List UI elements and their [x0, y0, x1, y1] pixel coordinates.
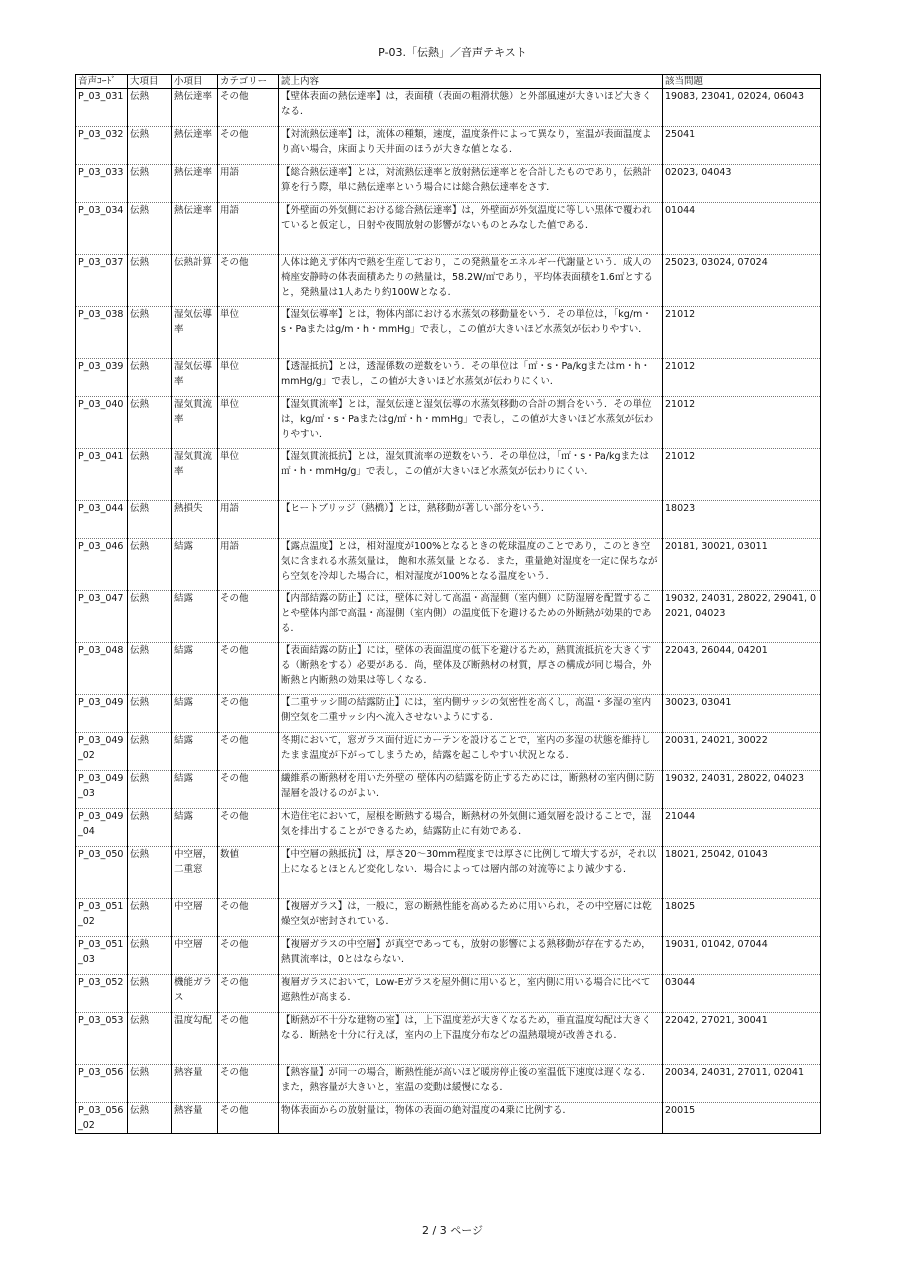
- code-cell: P_03_052: [76, 975, 128, 1013]
- category-cell: その他: [218, 899, 279, 937]
- page-number: 2 / 3 ページ: [422, 1224, 483, 1237]
- content-cell: 【透湿抵抗】とは，透湿係数の逆数をいう．その単位は「㎡・s・Pa/kgまたはm・h・mmHg/g」で表し，この値が大きいほど水蒸気が伝わりにくい．: [279, 359, 663, 397]
- code-cell: P_03_049_02: [76, 733, 128, 771]
- major-cell: 伝熱: [128, 1065, 172, 1103]
- minor-cell: 熱損失: [172, 501, 218, 539]
- content-cell: 複層ガラスにおいて，Low-Eガラスを屋外側に用いると，室内側に用いる場合に比べて遮熱性が高まる．: [279, 975, 663, 1013]
- table-row: [76, 89, 821, 127]
- minor-cell: 結露: [172, 771, 218, 809]
- table-row: [76, 733, 821, 771]
- major-cell: 伝熱: [128, 127, 172, 165]
- content-cell: 木造住宅において，屋根を断熱する場合，断熱材の外気側に通気層を設けることで，湿気を排出することができるため，結露防止に有効である．: [279, 809, 663, 847]
- table-row: [76, 643, 821, 695]
- minor-cell: 湿気伝導率: [172, 359, 218, 397]
- code-cell: P_03_033: [76, 165, 128, 203]
- major-cell: 伝熱: [128, 899, 172, 937]
- category-cell: その他: [218, 937, 279, 975]
- code-cell: P_03_031: [76, 89, 128, 127]
- content-cell: 繊維系の断熱材を用いた外壁の 壁体内の結露を防止するためには，断熱材の室内側に防湿層を設けるのがよい．: [279, 771, 663, 809]
- content-cell: 【対流熱伝達率】は，流体の種類，速度，温度条件によって異なり，室温が表面温度より高い場合，床面より天井面のほうが大きな値となる．: [279, 127, 663, 165]
- category-cell: その他: [218, 255, 279, 307]
- major-cell: 伝熱: [128, 591, 172, 643]
- code-cell: P_03_051_03: [76, 937, 128, 975]
- code-cell: P_03_046: [76, 539, 128, 591]
- category-cell: 用語: [218, 165, 279, 203]
- code-cell: P_03_053: [76, 1013, 128, 1065]
- minor-cell: 温度勾配: [172, 1013, 218, 1065]
- minor-cell: 熱伝達率: [172, 89, 218, 127]
- table-row: [76, 307, 821, 359]
- code-cell: P_03_049_04: [76, 809, 128, 847]
- content-cell: 物体表面からの放射量は，物体の表面の絶対温度の4乗に比例する．: [279, 1103, 663, 1134]
- major-cell: 伝熱: [128, 89, 172, 127]
- minor-cell: 熱伝達率: [172, 165, 218, 203]
- voice-text-table: [75, 74, 821, 1134]
- major-cell: 伝熱: [128, 397, 172, 449]
- table-row: [76, 449, 821, 501]
- minor-cell: 中空層: [172, 937, 218, 975]
- category-cell: その他: [218, 1013, 279, 1065]
- questions-cell: 22042, 27021, 30041: [663, 1013, 821, 1065]
- column-header-major: 大項目: [128, 75, 172, 89]
- questions-cell: 18025: [663, 899, 821, 937]
- code-cell: P_03_041: [76, 449, 128, 501]
- code-cell: P_03_047: [76, 591, 128, 643]
- table-row: [76, 1065, 821, 1103]
- code-cell: P_03_056: [76, 1065, 128, 1103]
- table-row: [76, 899, 821, 937]
- minor-cell: 結露: [172, 591, 218, 643]
- code-cell: P_03_038: [76, 307, 128, 359]
- code-cell: P_03_032: [76, 127, 128, 165]
- table-row: [76, 397, 821, 449]
- content-cell: 【複層ガラスの中空層】が真空であっても，放射の影響による熱移動が存在するため，熱貫流率は，0とはならない．: [279, 937, 663, 975]
- category-cell: 単位: [218, 397, 279, 449]
- category-cell: その他: [218, 1103, 279, 1134]
- table-row: [76, 539, 821, 591]
- minor-cell: 伝熱計算: [172, 255, 218, 307]
- questions-cell: 25041: [663, 127, 821, 165]
- questions-cell: 21012: [663, 359, 821, 397]
- category-cell: 用語: [218, 203, 279, 255]
- table-row: [76, 165, 821, 203]
- table-row: [76, 591, 821, 643]
- column-header-minor: 小項目: [172, 75, 218, 89]
- major-cell: 伝熱: [128, 695, 172, 733]
- questions-cell: 03044: [663, 975, 821, 1013]
- major-cell: 伝熱: [128, 643, 172, 695]
- category-cell: 単位: [218, 307, 279, 359]
- questions-cell: 21012: [663, 307, 821, 359]
- questions-cell: 18021, 25042, 01043: [663, 847, 821, 899]
- category-cell: その他: [218, 591, 279, 643]
- content-cell: 【湿気貫流抵抗】とは，湿気貫流率の逆数をいう．その単位は，「㎡・s・Pa/kgまたは㎡・h・mmHg/g」で表し，この値が大きいほど水蒸気が伝わりにくい．: [279, 449, 663, 501]
- questions-cell: 20031, 24021, 30022: [663, 733, 821, 771]
- content-cell: 【内部結露の防止】には，壁体に対して高温・高湿側（室内側）に防湿層を配置することや壁体内部で高温・高湿側（室内側）の温度低下を避けるための外断熱が効果的である．: [279, 591, 663, 643]
- table-row: [76, 359, 821, 397]
- code-cell: P_03_051_02: [76, 899, 128, 937]
- minor-cell: 湿気貫流率: [172, 397, 218, 449]
- category-cell: 用語: [218, 501, 279, 539]
- code-cell: P_03_037: [76, 255, 128, 307]
- major-cell: 伝熱: [128, 449, 172, 501]
- category-cell: その他: [218, 771, 279, 809]
- questions-cell: 21012: [663, 397, 821, 449]
- questions-cell: 25023, 03024, 07024: [663, 255, 821, 307]
- major-cell: 伝熱: [128, 1013, 172, 1065]
- major-cell: 伝熱: [128, 539, 172, 591]
- questions-cell: 20034, 24031, 27011, 02041: [663, 1065, 821, 1103]
- minor-cell: 熱伝達率: [172, 203, 218, 255]
- content-cell: 【湿気伝導率】とは，物体内部における水蒸気の移動量をいう．その単位は，「kg/m・s・Paまたはg/m・h・mmHg」で表し，この値が大きいほど水蒸気が伝わりやすい．: [279, 307, 663, 359]
- category-cell: その他: [218, 695, 279, 733]
- code-cell: P_03_050: [76, 847, 128, 899]
- questions-cell: 18023: [663, 501, 821, 539]
- page-title: P-03.「伝熱」／音声テキスト: [378, 46, 527, 59]
- major-cell: 伝熱: [128, 937, 172, 975]
- column-header-questions: 該当問題: [663, 75, 821, 89]
- category-cell: 数値: [218, 847, 279, 899]
- table-row: [76, 847, 821, 899]
- minor-cell: 熱容量: [172, 1065, 218, 1103]
- category-cell: その他: [218, 809, 279, 847]
- content-cell: 冬期において，窓ガラス面付近にカーテンを設けることで，室内の多湿の状態を維持したまま温度が下がってしまうため，結露を起こしやすい状況となる．: [279, 733, 663, 771]
- table-row: [76, 127, 821, 165]
- table-row: [76, 203, 821, 255]
- questions-cell: 19032, 24031, 28022, 04023: [663, 771, 821, 809]
- questions-cell: 30023, 03041: [663, 695, 821, 733]
- minor-cell: 中空層: [172, 899, 218, 937]
- minor-cell: 結露: [172, 643, 218, 695]
- major-cell: 伝熱: [128, 165, 172, 203]
- minor-cell: 中空層，二重窓: [172, 847, 218, 899]
- content-cell: 【総合熱伝達率】とは，対流熱伝達率と放射熱伝達率とを合計したものであり，伝熱計算を行う際，単に熱伝達率という場合には総合熱伝達率をさす．: [279, 165, 663, 203]
- major-cell: 伝熱: [128, 307, 172, 359]
- code-cell: P_03_034: [76, 203, 128, 255]
- table-row: [76, 937, 821, 975]
- table-row: [76, 501, 821, 539]
- major-cell: 伝熱: [128, 809, 172, 847]
- code-cell: P_03_056_02: [76, 1103, 128, 1134]
- category-cell: その他: [218, 89, 279, 127]
- table-row: [76, 695, 821, 733]
- code-cell: P_03_049: [76, 695, 128, 733]
- category-cell: その他: [218, 975, 279, 1013]
- code-cell: P_03_049_03: [76, 771, 128, 809]
- content-cell: 【表面結露の防止】には，壁体の表面温度の低下を避けるため，熱貫流抵抗を大きくする（断熱をする）必要がある．尚，壁体及び断熱材の材質，厚さの構成が同じ場合，外断熱と内断熱の効果は等しくなる．: [279, 643, 663, 695]
- table-row: [76, 771, 821, 809]
- code-cell: P_03_039: [76, 359, 128, 397]
- content-cell: 【複層ガラス】は，一般に，窓の断熱性能を高めるために用いられ，その中空層には乾燥空気が密封されている．: [279, 899, 663, 937]
- minor-cell: 結露: [172, 733, 218, 771]
- major-cell: 伝熱: [128, 1103, 172, 1134]
- minor-cell: 結露: [172, 809, 218, 847]
- category-cell: その他: [218, 733, 279, 771]
- table-row: [76, 809, 821, 847]
- code-cell: P_03_044: [76, 501, 128, 539]
- minor-cell: 湿気伝導率: [172, 307, 218, 359]
- minor-cell: 湿気貫流率: [172, 449, 218, 501]
- content-cell: 人体は絶えず体内で熱を生産しており，この発熱量をエネルギー代謝量という．成人の椅座安静時の体表面積あたりの熱量は，58.2W/㎡であり，平均体表面積を1.6㎡とすると，発熱量は1人あたり約100Wとなる．: [279, 255, 663, 307]
- content-cell: 【熱容量】が同一の場合，断熱性能が高いほど暖房停止後の室温低下速度は遅くなる．また，熱容量が大きいと，室温の変動は緩慢になる．: [279, 1065, 663, 1103]
- column-header-content: 読上内容: [279, 75, 663, 89]
- content-cell: 【中空層の熱抵抗】は，厚さ20～30mm程度までは厚さに比例して増大するが，それ以上になるとほとんど変化しない．場合によっては層内部の対流等により減少する．: [279, 847, 663, 899]
- table-row: [76, 1013, 821, 1065]
- questions-cell: 01044: [663, 203, 821, 255]
- major-cell: 伝熱: [128, 203, 172, 255]
- major-cell: 伝熱: [128, 255, 172, 307]
- minor-cell: 機能ガラス: [172, 975, 218, 1013]
- code-cell: P_03_040: [76, 397, 128, 449]
- category-cell: その他: [218, 127, 279, 165]
- questions-cell: 19032, 24031, 28022, 29041, 02021, 04023: [663, 591, 821, 643]
- table-row: [76, 1103, 821, 1134]
- table-row: [76, 975, 821, 1013]
- minor-cell: 熱容量: [172, 1103, 218, 1134]
- table-row: [76, 255, 821, 307]
- questions-cell: 21044: [663, 809, 821, 847]
- major-cell: 伝熱: [128, 733, 172, 771]
- content-cell: 【湿気貫流率】とは，湿気伝達と湿気伝導の水蒸気移動の合計の割合をいう．その単位は，kg/㎡・s・Paまたはg/㎡・h・mmHg」で表し，この値が大きいほど水蒸気が伝わりやすい．: [279, 397, 663, 449]
- questions-cell: 19083, 23041, 02024, 06043: [663, 89, 821, 127]
- category-cell: 単位: [218, 359, 279, 397]
- column-header-category: カテゴリー: [218, 75, 279, 89]
- questions-cell: 19031, 01042, 07044: [663, 937, 821, 975]
- major-cell: 伝熱: [128, 501, 172, 539]
- category-cell: その他: [218, 643, 279, 695]
- table-header-row: [76, 75, 821, 89]
- category-cell: 単位: [218, 449, 279, 501]
- content-cell: 【断熱が不十分な建物の室】は，上下温度差が大きくなるため，垂直温度勾配は大きくなる．断熱を十分に行えば，室内の上下温度分布などの温熱環境が改善される．: [279, 1013, 663, 1065]
- content-cell: 【露点温度】とは，相対湿度が100%となるときの乾球温度のことであり，このとき空気に含まれる水蒸気量は， 飽和水蒸気量 となる．また，重量絶対湿度を一定に保ちながら空気を冷却した場合に，相対湿度が100%となる温度をいう．: [279, 539, 663, 591]
- content-cell: 【壁体表面の熱伝達率】は，表面積（表面の粗滑状態）と外部風速が大きいほど大きくなる．: [279, 89, 663, 127]
- content-cell: 【二重サッシ間の結露防止】には，室内側サッシの気密性を高くし，高温・多湿の室内側空気を二重サッシ内へ流入させないようにする．: [279, 695, 663, 733]
- minor-cell: 熱伝達率: [172, 127, 218, 165]
- questions-cell: 22043, 26044, 04201: [663, 643, 821, 695]
- major-cell: 伝熱: [128, 359, 172, 397]
- major-cell: 伝熱: [128, 771, 172, 809]
- category-cell: 用語: [218, 539, 279, 591]
- questions-cell: 20181, 30021, 03011: [663, 539, 821, 591]
- questions-cell: 02023, 04043: [663, 165, 821, 203]
- category-cell: その他: [218, 1065, 279, 1103]
- minor-cell: 結露: [172, 539, 218, 591]
- minor-cell: 結露: [172, 695, 218, 733]
- major-cell: 伝熱: [128, 975, 172, 1013]
- questions-cell: 20015: [663, 1103, 821, 1134]
- major-cell: 伝熱: [128, 847, 172, 899]
- content-cell: 【ヒートブリッジ（熱橋）】とは，熱移動が著しい部分をいう．: [279, 501, 663, 539]
- questions-cell: 21012: [663, 449, 821, 501]
- column-header-code: 音声ｺｰﾄﾞ: [76, 75, 128, 89]
- code-cell: P_03_048: [76, 643, 128, 695]
- content-cell: 【外壁面の外気側における総合熱伝達率】は，外壁面が外気温度に等しい黒体で覆われていると仮定し，日射や夜間放射の影響がないものとみなした値である．: [279, 203, 663, 255]
